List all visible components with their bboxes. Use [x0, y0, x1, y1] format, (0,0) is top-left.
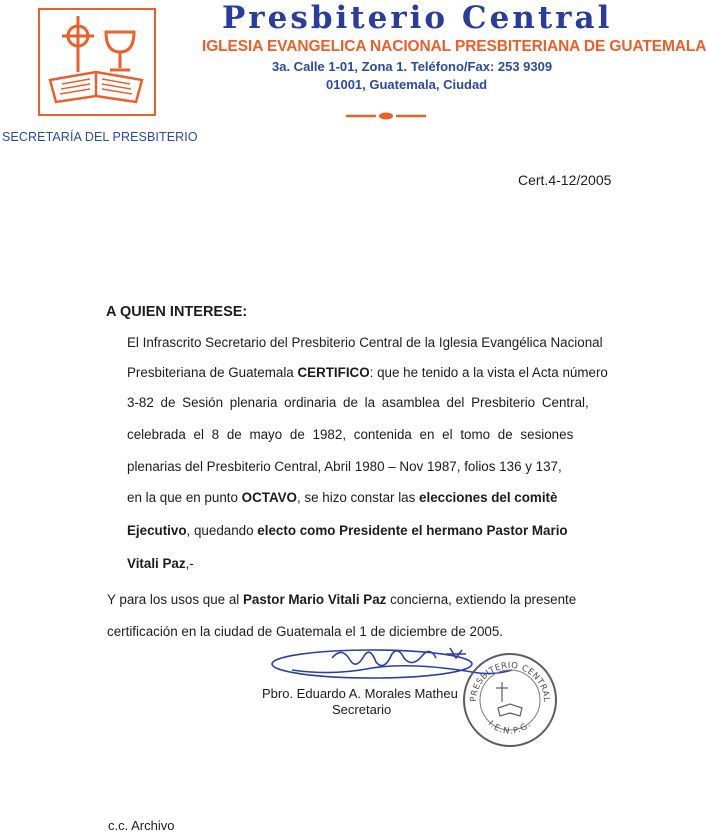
body-line-7: [127, 523, 568, 538]
body-text: ,-: [185, 556, 194, 571]
body-line-1: El Infrascrito Secretario del Presbiterio Central de la Iglesia Evangélica Nacional: [127, 335, 603, 350]
ejecutivo-text: Ejecutivo: [127, 523, 187, 538]
presbytery-seal: [460, 650, 560, 755]
vitali-paz-text: Vitali Paz: [127, 556, 186, 571]
closing-line-2: certificación en la ciudad de Guatemala el 1 de diciembre de 2005.: [107, 624, 504, 639]
body-text: en la que en punto: [127, 490, 242, 505]
certifico-text: CERTIFICO: [297, 365, 370, 380]
cc-archive: c.c. Archivo: [108, 818, 175, 833]
signatory-name: Pbro. Eduardo A. Morales Matheu: [262, 686, 458, 701]
body-line-2: [127, 365, 608, 380]
body-text: Presbiteriana de Guatemala: [127, 365, 298, 380]
address-line: 3a. Calle 1-01, Zona 1. Teléfono/Fax: 253 9309: [272, 59, 553, 74]
body-line-3: 3-82 de Sesión plenaria ordinaria de la asamblea del Presbiterio Central,: [127, 395, 589, 410]
cross-chalice-bible-icon: [40, 10, 154, 114]
salutation: A QUIEN INTERESE:: [106, 304, 248, 320]
ornament-divider: [346, 108, 426, 129]
org-name-title: Presbiterio Central: [222, 0, 613, 36]
elecciones-text: elecciones del comitè: [419, 490, 558, 505]
body-line-8: [127, 556, 194, 571]
body-text: , se hizo constar las: [296, 490, 420, 505]
body-text: : que he tenido a la vista el Acta número: [369, 365, 608, 380]
closing-line-1: [107, 592, 576, 607]
svg-text:I.E.N.P.G.: [486, 719, 534, 737]
certificate-number: Cert.4-12/2005: [518, 172, 612, 188]
city-line: 01001, Guatemala, Ciudad: [326, 77, 488, 92]
pastor-name-text: Pastor Mario Vitali Paz: [242, 592, 387, 607]
church-name: IGLESIA EVANGELICA NACIONAL PRESBITERIANA DE GUATEMALA: [202, 38, 706, 55]
body-line-6: [127, 490, 557, 505]
body-text: concierna, extiendo la presente: [386, 592, 577, 607]
presidente-text: electo como Presidente el hermano Pastor Mario: [257, 523, 568, 538]
church-logo: [38, 8, 156, 116]
body-text: Y para los usos que al: [107, 592, 243, 607]
seal-top-text: PRESBITERIO CENTRAL: [468, 660, 552, 703]
seal-bottom-text: I.E.N.P.G.: [485, 718, 534, 737]
body-line-5: plenarias del Presbiterio Central, Abril 1980 – Nov 1987, folios 136 y 137,: [127, 459, 562, 474]
signatory-title: Secretario: [332, 702, 392, 717]
body-line-4: celebrada el 8 de mayo de 1982, contenida en el tomo de sesiones: [127, 427, 574, 442]
svg-text:PRESBITERIO CENTRAL: [469, 661, 551, 703]
body-text: , quedando: [186, 523, 258, 538]
secretaria-label: SECRETARÍA DEL PRESBITERIO: [2, 130, 198, 144]
octavo-text: OCTAVO: [241, 490, 297, 505]
